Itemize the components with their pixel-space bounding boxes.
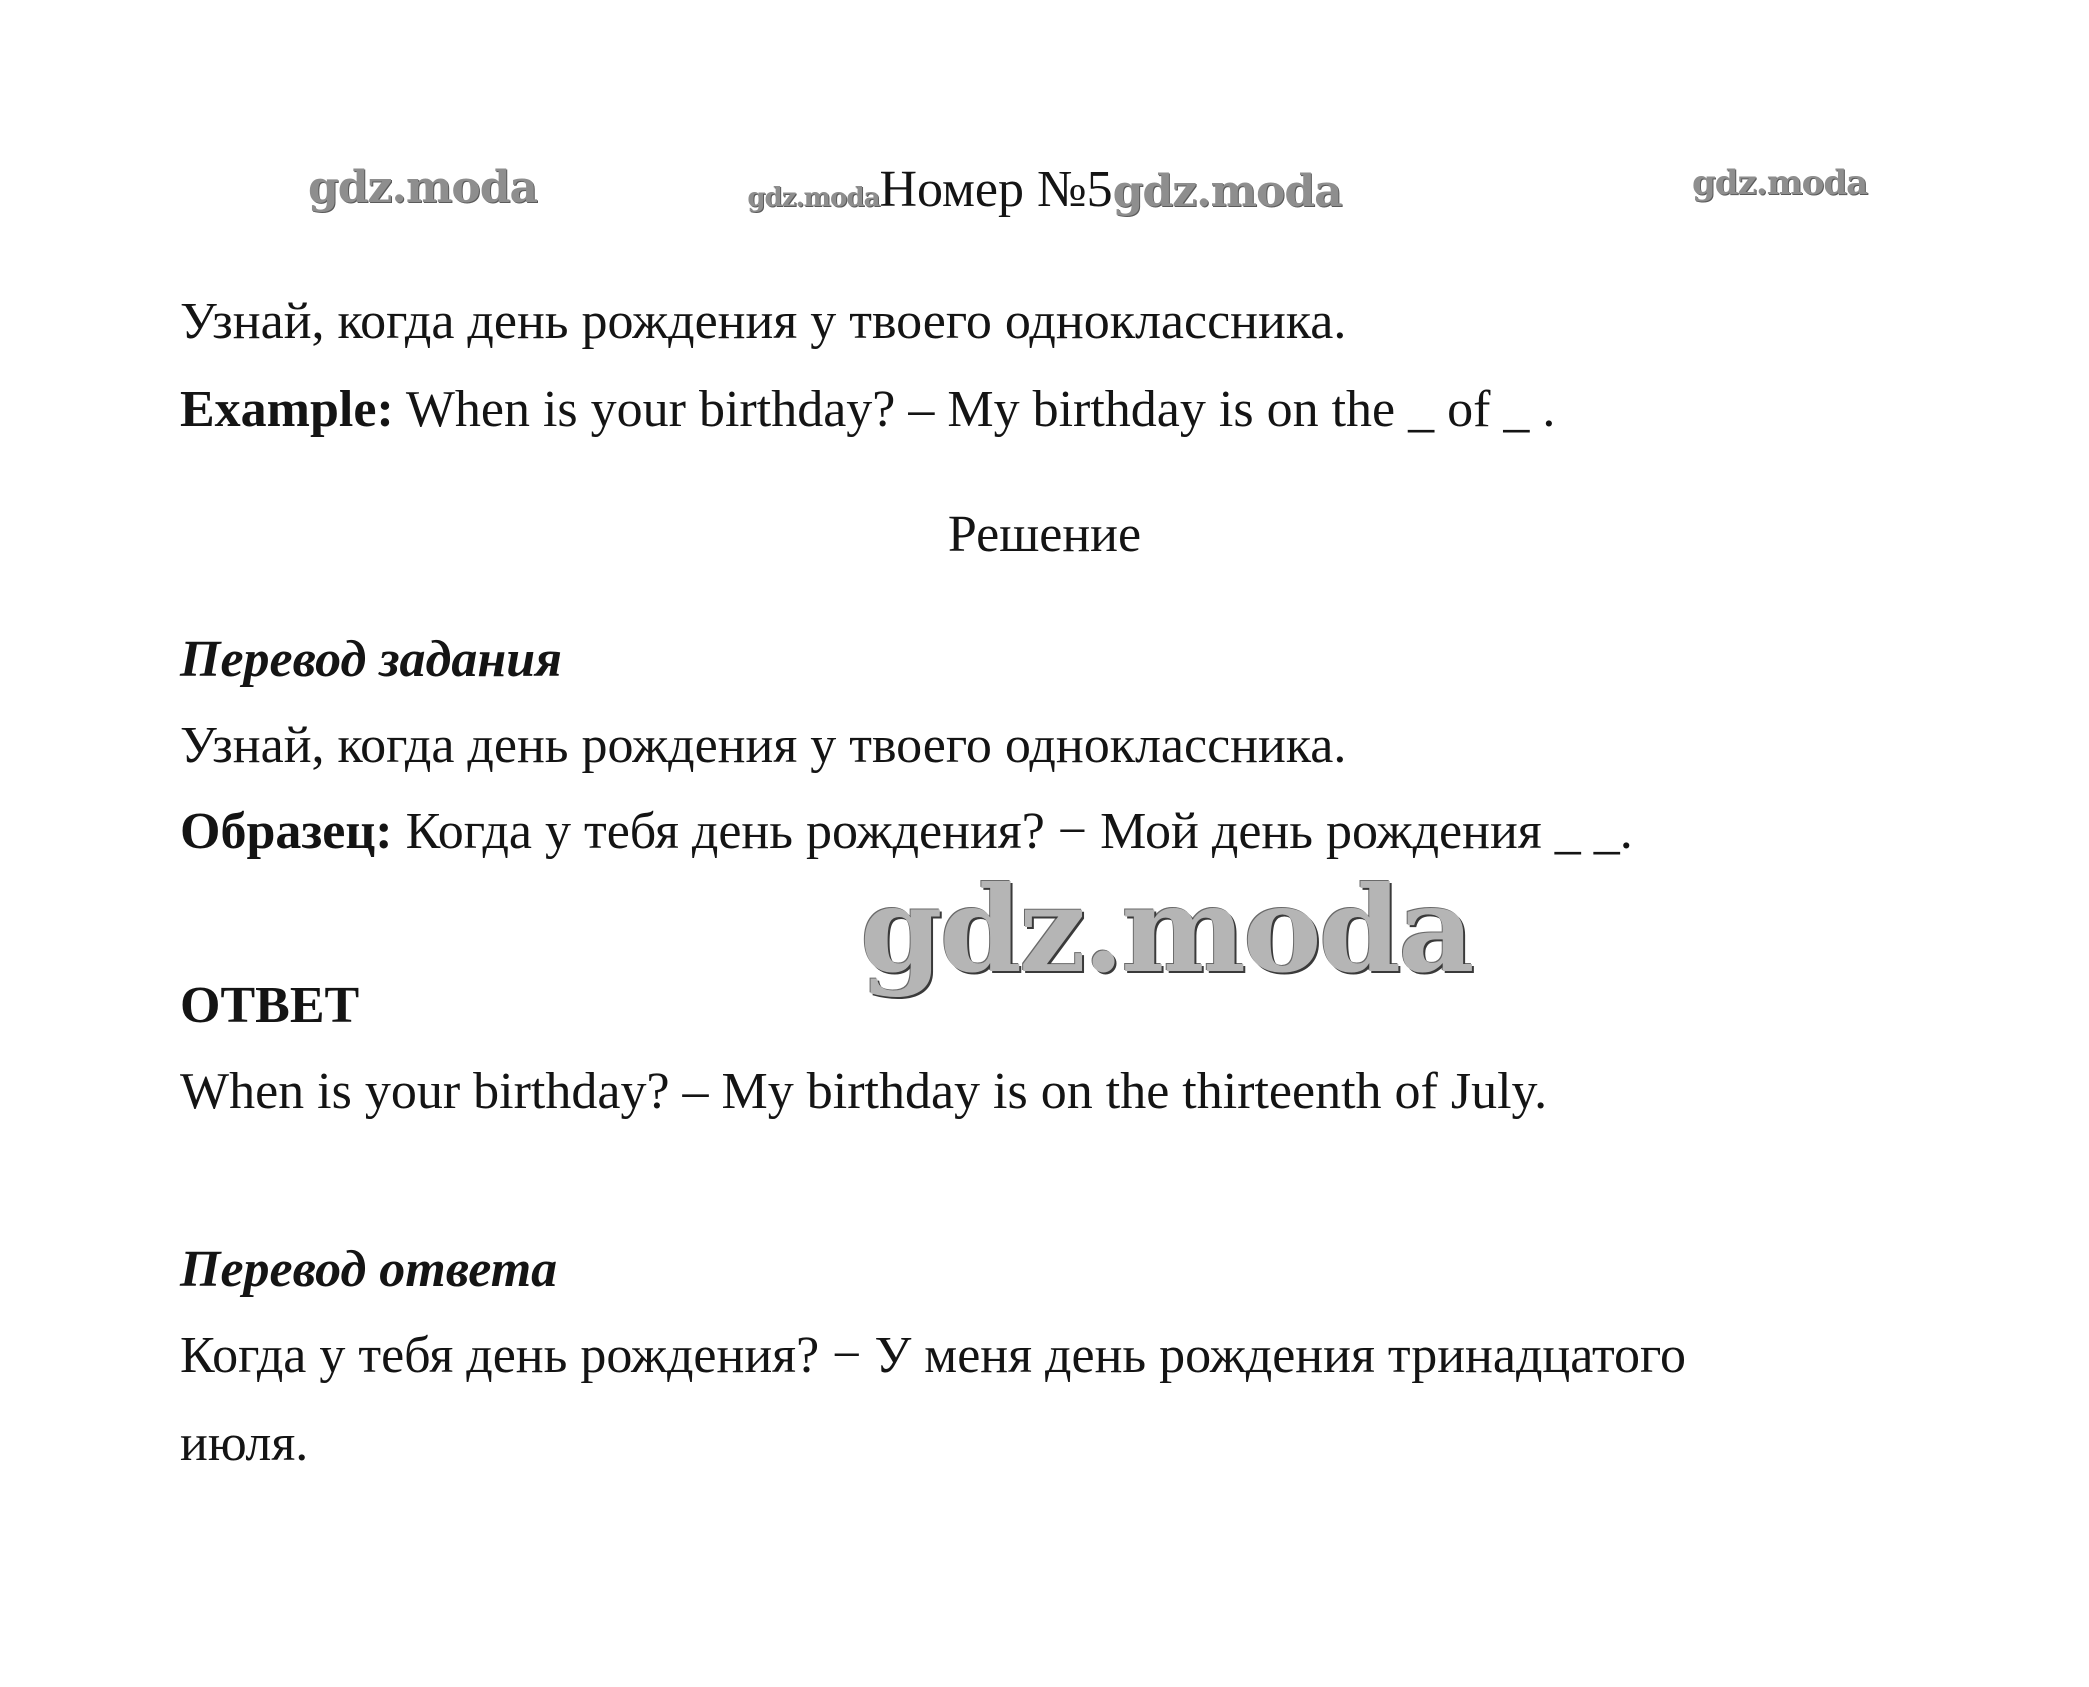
answer-translation-heading: Перевод ответа: [180, 1241, 558, 1298]
sample-label: Образец:: [180, 803, 393, 860]
watermark-center: gdz.moda: [860, 860, 1472, 999]
translation-text: Узнай, когда день рождения у твоего одноклассника.: [180, 717, 1347, 774]
watermark-inline-small: gdz.moda: [747, 183, 880, 213]
title-text: Номер №5: [879, 161, 1113, 218]
watermark-top-left: gdz.moda: [308, 162, 538, 213]
solution-heading: Решение: [947, 506, 1142, 563]
task-text: Узнай, когда день рождения у твоего одноклассника.: [180, 293, 1347, 350]
sample-text: Когда у тебя день рождения? − Мой день рождения _ _.: [392, 803, 1633, 860]
task-example: [180, 380, 1555, 440]
watermark-inline: gdz.moda: [1112, 166, 1342, 217]
example-label: Example:: [180, 381, 394, 438]
translation-sample: [180, 802, 1633, 862]
translation-heading: Перевод задания: [180, 631, 562, 688]
watermark-top-right: gdz.moda: [1692, 163, 1868, 203]
answer-text: When is your birthday? – My birthday is on the thirteenth of July.: [180, 1063, 1548, 1120]
answer-heading: ОТВЕТ: [180, 977, 360, 1034]
page-title: [0, 160, 2089, 219]
answer-translation-line-2: июля.: [180, 1415, 309, 1472]
answer-translation-line-1: Когда у тебя день рождения? − У меня день рождения тринадцатого: [180, 1327, 1687, 1384]
example-text: When is your birthday? – My birthday is on the _ of _ .: [393, 381, 1556, 438]
